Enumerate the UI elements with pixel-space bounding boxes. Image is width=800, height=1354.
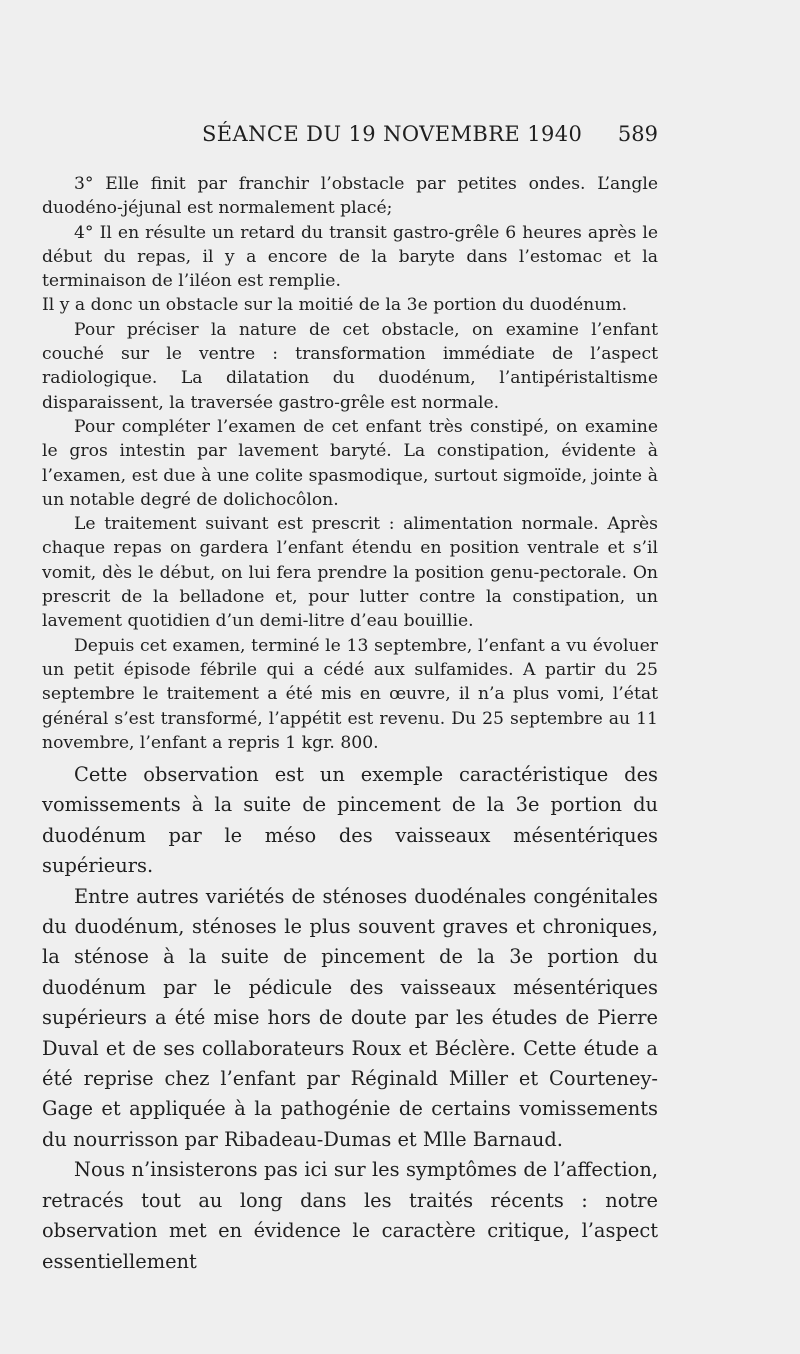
paragraph-prone-position: Pour préciser la nature de cet obstacle, on examine l’enfant couché sur le ventre : transformation immédiate de l’aspect radiologique. La dilatation du duodénum, l’antipéristaltisme disparaissent, la traversée gastro-grêle est normale. bbox=[42, 319, 658, 413]
paragraph-barium-enema: Pour compléter l’examen de cet enfant très constipé, on examine le gros intestin par lavement baryté. La constipation, évidente à l’examen, est due à une colite spasmodique, surtout sigmoïde, jointe à un notable degré de dolichocôlon. bbox=[42, 416, 658, 510]
paragraph-treatment: Le traitement suivant est prescrit : alimentation normale. Après chaque repas on gardera l’enfant étendu en position ventrale et s’il vomit, dès le début, on lui fera prendre la position genu-pectorale. On prescrit de la belladone et, pour lutter contre la constipation, un lavement quotidien d’un demi-litre d’eau bouillie. bbox=[42, 514, 658, 632]
case-notes-section bbox=[42, 172, 658, 755]
paragraph-obstacle-waves: 3° Elle finit par franchir l’obstacle par petites ondes. L’angle duodéno-jéjunal est normalement placé; bbox=[42, 174, 658, 219]
paragraph-congenital-stenoses: Entre autres variétés de sténoses duodénales congénitales du duodénum, sténoses le plus souvent graves et chroniques, la sténose à la suite de pincement de la 3e portion du duodénum par le pédicule des vaisseaux mésentériques supérieurs a été mise hors de doute par les études de Pierre Duval et de ses collaborateurs Roux et Béclère. Cette étude a été reprise chez l’enfant par Réginald Miller et Courteney-Gage et appliquée à la pathogénie de certains vomissements du nourrisson par Ribadeau-Dumas et Mlle Barnaud. bbox=[42, 884, 658, 1151]
page-header bbox=[42, 122, 658, 152]
paragraph-evolution: Depuis cet examen, terminé le 13 septembre, l’enfant a vu évoluer un petit épisode fébrile qui a cédé aux sulfamides. A partir du 25 septembre le traitement a été mis en œuvre, il n’a plus vomi, l’état général s’est transformé, l’appétit est revenu. Du 25 septembre au 11 novembre, l’enfant a repris 1 kgr. 800. bbox=[42, 635, 658, 753]
running-title: SÉANCE DU 19 NOVEMBRE 1940 bbox=[202, 122, 583, 146]
paragraph-observation-example: Cette observation est un exemple caractéristique des vomissements à la suite de pincement de la 3e portion du duodénum par le méso des vaisseaux mésentériques supérieurs. bbox=[42, 763, 658, 878]
paragraph-transit-delay: 4° Il en résulte un retard du transit gastro-grêle 6 heures après le début du repas, il y a encore de la baryte dans l’estomac et la terminaison de l’iléon est remplie. bbox=[42, 222, 658, 292]
discussion-section bbox=[42, 760, 658, 1277]
page-number: 589 bbox=[617, 122, 658, 146]
paragraph-duodenum-obstacle: Il y a donc un obstacle sur la moitié de la 3e portion du duodénum. bbox=[42, 295, 628, 316]
paragraph-symptoms: Nous n’insisterons pas ici sur les symptômes de l’affection, retracés tout au long dans les traités récents : notre observation met en évidence le caractère critique, l’aspect essentiellement bbox=[42, 1158, 658, 1273]
